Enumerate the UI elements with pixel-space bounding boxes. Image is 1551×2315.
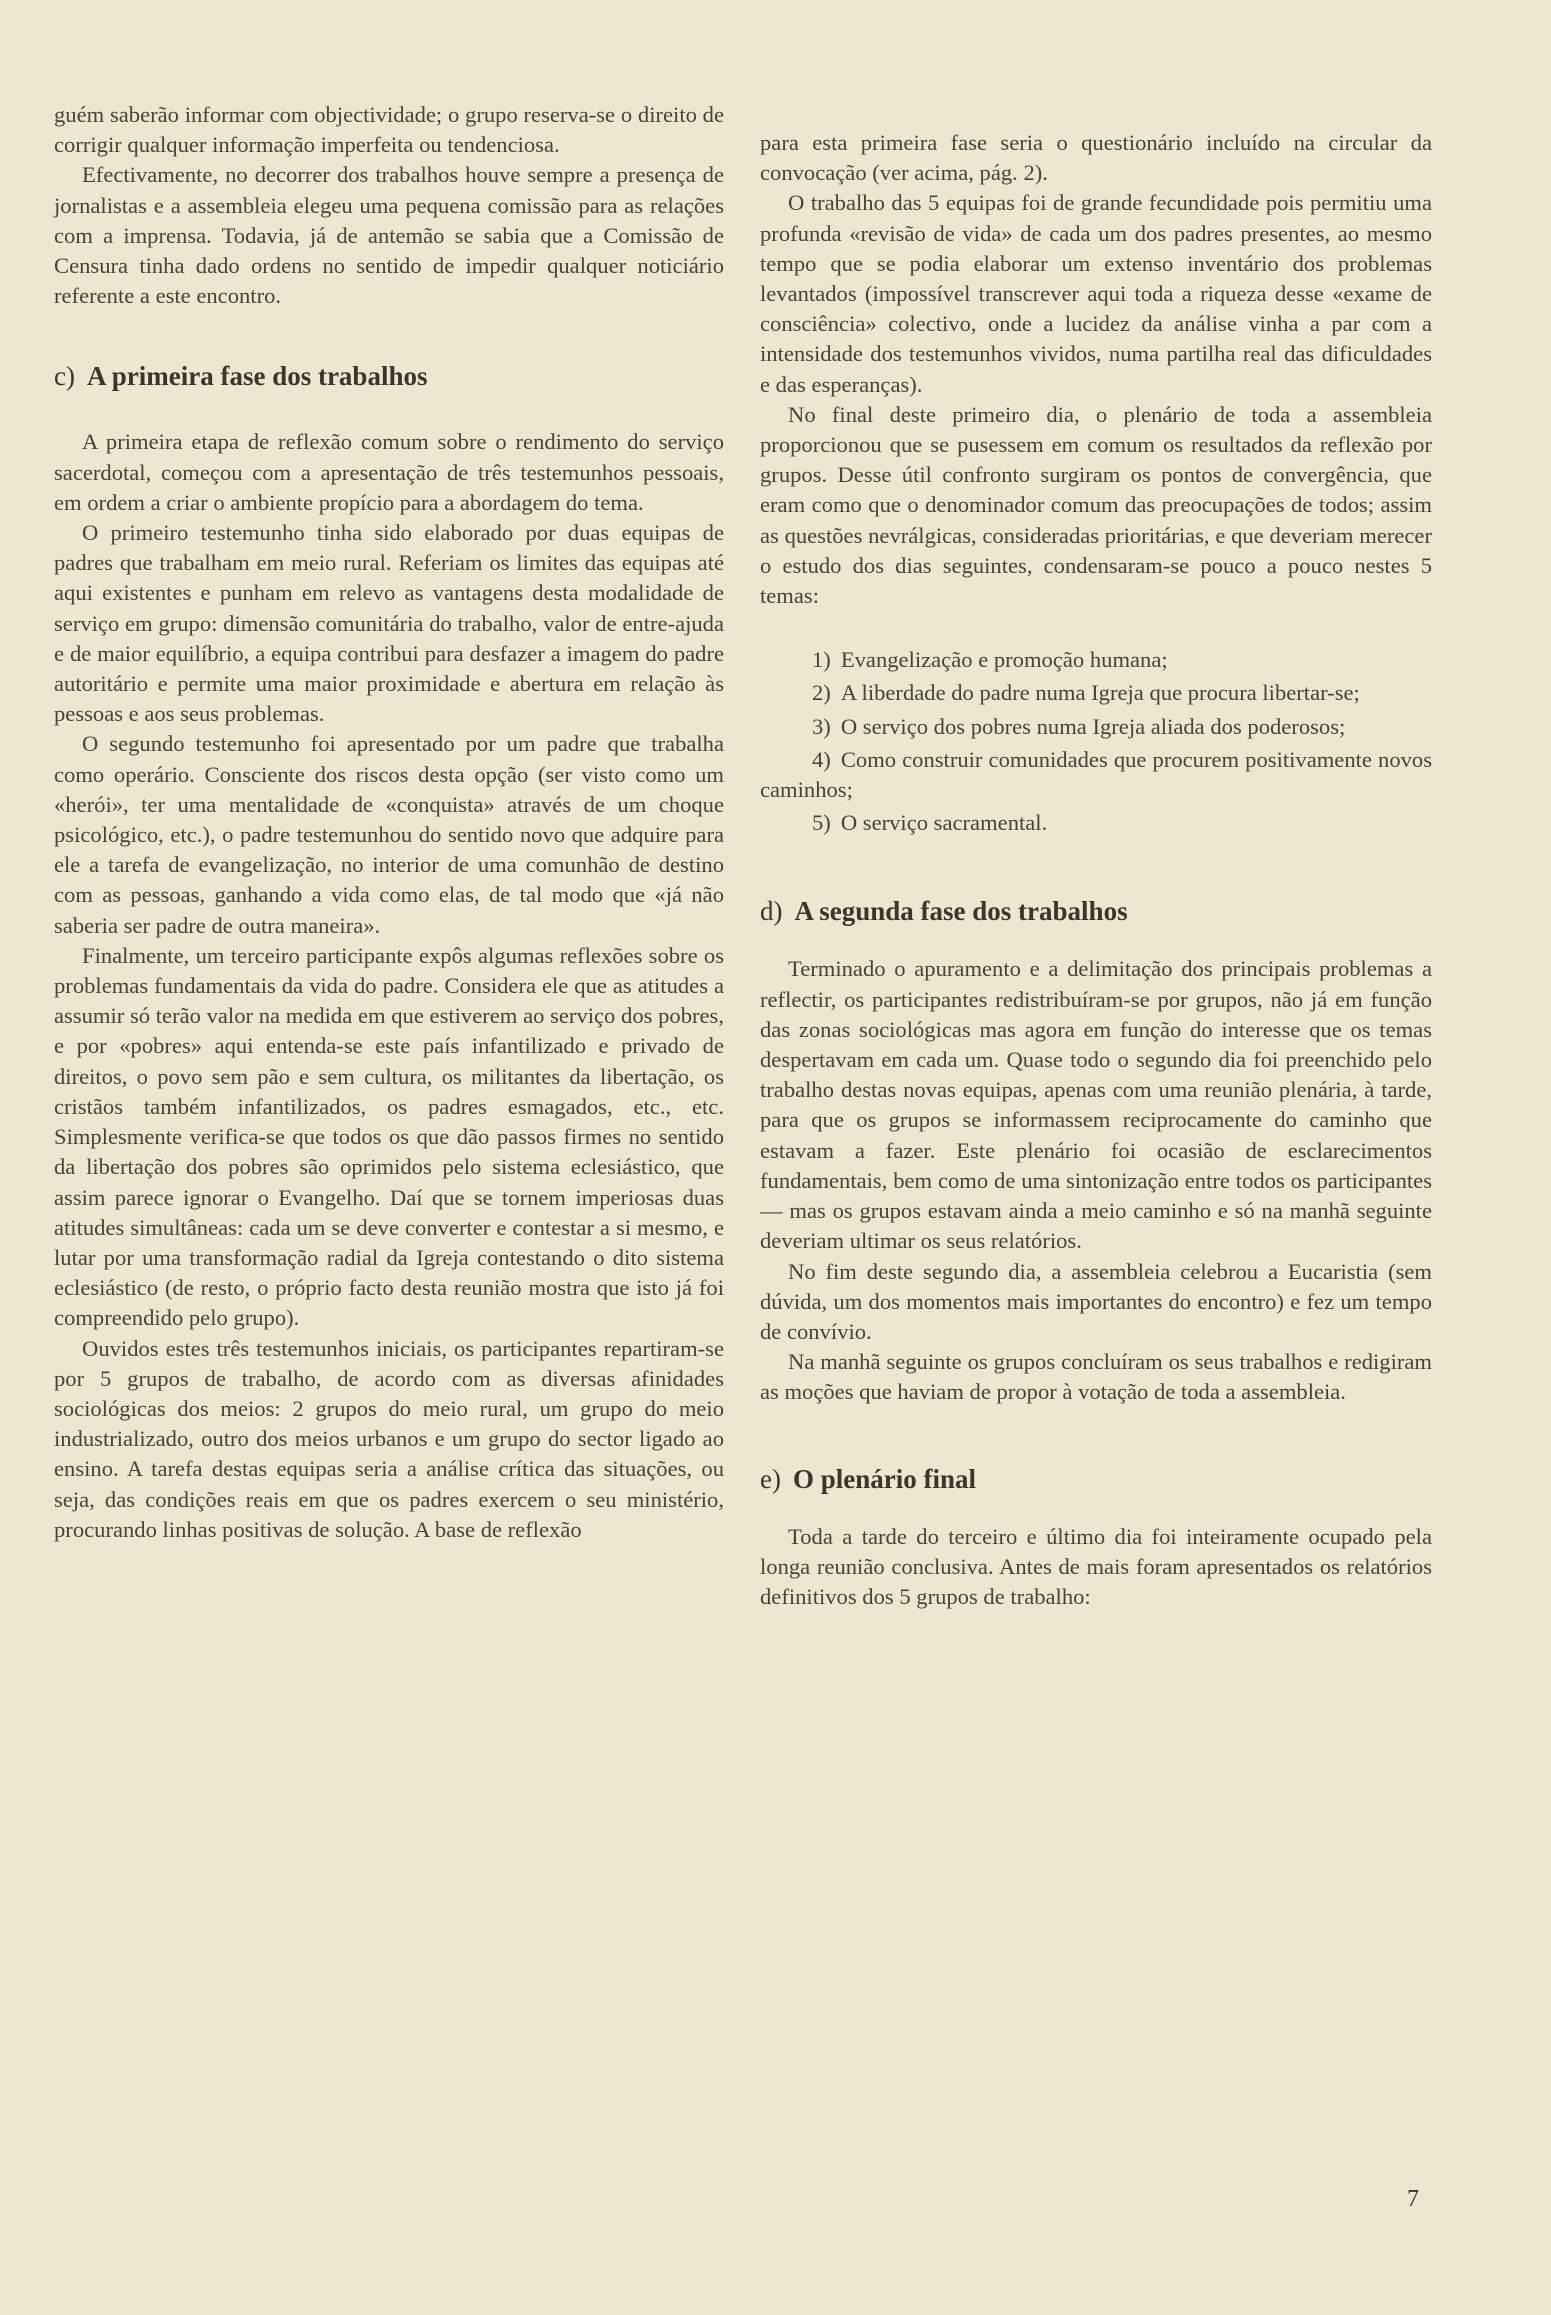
list-item	[760, 745, 1432, 805]
section-letter: c)	[54, 361, 75, 392]
section-heading-c	[54, 359, 724, 393]
paragraph: Finalmente, um terceiro participante expôs algumas reflexões sobre os problemas fundamentais da vida do padre. Considera ele que as atitudes a assumir só terão valor na medida em que estiverem ao serviço dos pobres, e por «pobres» aqui entenda-se este país infantilizado e privado de direitos, o povo sem pão e sem cultura, os militantes da libertação, os cristãos também infantilizados, os padres esmagados, etc., etc. Simplesmente verifica-se que todos os que dão passos firmes no sentido da libertação dos pobres são oprimidos pelo sistema eclesiástico, que assim parece ignorar o Evangelho. Daí que se tornem imperiosas duas atitudes simultâneas: cada um se deve converter e contestar a si mesmo, e lutar por uma transformação radial da Igreja contestando o dito sistema eclesiástico (de resto, o próprio facto desta reunião mostra que isto já foi compreendido pelo grupo).	[54, 942, 724, 1331]
list-item-text: Evangelização e promoção humana;	[840, 647, 1168, 673]
list-item	[760, 808, 1432, 838]
paragraph: O primeiro testemunho tinha sido elaborado por duas equipas de padres que trabalham em meio rural. Referiam os limites das equipas até aqui existentes e punham em relevo as vantagens desta modalidade de serviço em grupo: dimensão comunitária do trabalho, valor de entre-ajuda e de maior equilíbrio, a equipa contribui para desfazer a imagem do padre autoritário e permite uma maior proximidade e abertura em relação às pessoas e aos seus problemas.	[54, 520, 724, 727]
page-number: 7	[1407, 2186, 1419, 2212]
list-item-text: Como construir comunidades que procurem positivamente novos caminhos;	[760, 746, 1432, 803]
paragraph: para esta primeira fase seria o questionário incluído na circular da convocação (ver acima, pág. 2).	[760, 130, 1432, 186]
section-title: A primeira fase dos trabalhos	[86, 361, 428, 392]
section-letter: e)	[760, 1463, 781, 1494]
paragraph: A primeira etapa de reflexão comum sobre o rendimento do serviço sacerdotal, começou com a apresentação de três testemunhos pessoais, em ordem a criar o ambiente propício para a abordagem do tema.	[54, 429, 724, 515]
paragraph: Terminado o apuramento e a delimitação dos principais problemas a reflectir, os participantes redistribuíram-se por grupos, não já em função das zonas sociológicas mas agora em função do interesse que os temas despertavam em cada um. Quase todo o segundo dia foi preenchido pelo trabalho destas novas equipas, apenas com uma reunião plenária, à tarde, para que os grupos se informassem reciprocamente do caminho que estavam a fazer. Este plenário foi ocasião de esclarecimentos fundamentais, bem como de uma sintonização entre todos os participantes — mas os grupos estavam ainda a meio caminho e só na manhã seguinte deveriam ultimar os seus relatórios.	[760, 956, 1432, 1254]
paragraph: Na manhã seguinte os grupos concluíram os seus trabalhos e redigiram as moções que haviam de propor à votação de toda a assembleia.	[760, 1349, 1432, 1405]
list-item-text: O serviço dos pobres numa Igreja aliada dos poderosos;	[840, 713, 1346, 739]
paragraph: O trabalho das 5 equipas foi de grande fecundidade pois permitiu uma profunda «revisão de vida» de cada um dos padres presentes, ao mesmo tempo que se podia elaborar um extenso inventário dos problemas levantados (impossível transcrever aqui toda a riqueza desse «exame de consciência» colectivo, onde a lucidez da análise vinha a par com a intensidade dos testemunhos vividos, numa partilha real das dificuldades e das esperanças).	[760, 190, 1432, 397]
section-title: A segunda fase dos trabalhos	[794, 896, 1128, 927]
list-item-text: O serviço sacramental.	[840, 810, 1048, 836]
list-item-number: 5)	[812, 810, 831, 836]
list-item-number: 2)	[812, 680, 831, 706]
section-letter: d)	[760, 896, 783, 927]
paragraph: Toda a tarde do terceiro e último dia foi inteiramente ocupado pela longa reunião conclusiva. Antes de mais foram apresentados os relatórios definitivos dos 5 grupos de trabalho:	[760, 1523, 1432, 1609]
paragraph: Efectivamente, no decorrer dos trabalhos houve sempre a presença de jornalistas e a assembleia elegeu uma pequena comissão para as relações com a imprensa. Todavia, já de antemão se sabia que a Comissão de Censura tinha dado ordens no sentido de impedir qualquer noticiário referente a este encontro.	[54, 162, 724, 309]
list-item-text: A liberdade do padre numa Igreja que procura libertar-se;	[840, 680, 1360, 706]
list-item	[760, 645, 1432, 675]
list-item-number: 1)	[812, 647, 831, 673]
paragraph: No fim deste segundo dia, a assembleia celebrou a Eucaristia (sem dúvida, um dos momentos mais importantes do encontro) e fez um tempo de convívio.	[760, 1258, 1432, 1344]
paragraph: guém saberão informar com objectividade; o grupo reserva-se o direito de corrigir qualquer informação imperfeita ou tendenciosa.	[54, 102, 724, 158]
list-item	[760, 712, 1432, 742]
list-item-number: 4)	[812, 746, 831, 772]
list-item	[760, 678, 1432, 708]
paragraph: No final deste primeiro dia, o plenário de toda a assembleia proporcionou que se pusessem em comum os resultados da reflexão por grupos. Desse útil confronto surgiram os pontos de convergência, que eram como que o denominador comum das preocupações de todos; assim as questões nevrálgicas, consideradas prioritárias, e que deveriam merecer o estudo dos dias seguintes, condensaram-se pouco a pouco nestes 5 temas:	[760, 401, 1432, 609]
themes-list	[760, 645, 1432, 838]
paragraph: O segundo testemunho foi apresentado por um padre que trabalha como operário. Consciente dos riscos desta opção (ser visto como um «herói», ter uma mentalidade de «conquista» através de um choque psicológico, etc.), o padre testemunhou do sentido novo que adquire para ele a tarefa de evangelização, no interior de uma comunhão de destino com as pessoas, ganhando a vida como elas, de tal modo que «já não saberia ser padre de outra maneira».	[54, 731, 724, 938]
paragraph: Ouvidos estes três testemunhos iniciais, os participantes repartiram-se por 5 grupos de trabalho, de acordo com as diversas afinidades sociológicas dos meios: 2 grupos do meio rural, um grupo do meio industrializado, outro dos meios urbanos e um grupo do sector ligado ao ensino. A tarefa destas equipas seria a análise crítica das situações, ou seja, das condições reais em que os padres exercem o seu ministério, procurando linhas positivas de solução. A base de reflexão	[54, 1335, 724, 1542]
right-column	[760, 128, 1432, 1612]
section-title: O plenário final	[792, 1463, 976, 1494]
section-heading-d	[760, 894, 1432, 928]
section-heading-e	[760, 1462, 1432, 1496]
left-column	[54, 100, 724, 1545]
list-item-number: 3)	[812, 713, 831, 739]
